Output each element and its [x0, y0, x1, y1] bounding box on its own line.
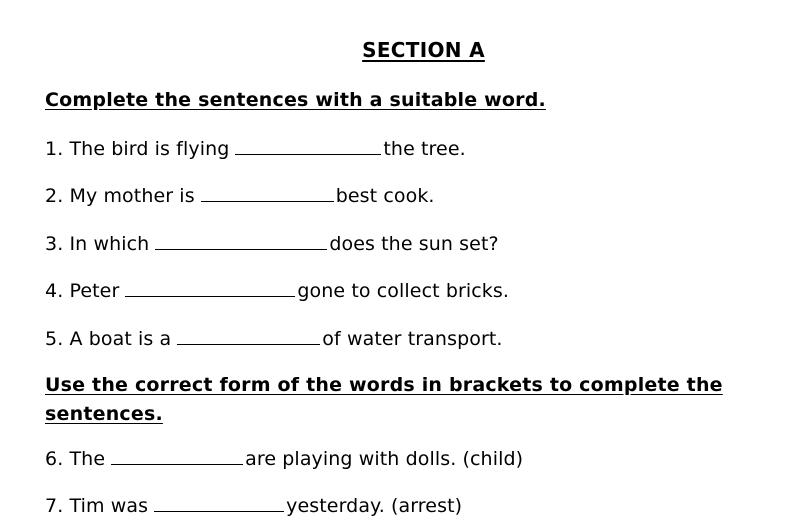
blank-line: [154, 493, 284, 512]
sentence-text-before: 3. In which: [45, 233, 150, 255]
sentence-text-after: are playing with dolls. (child): [245, 448, 524, 470]
blank-line: [125, 278, 295, 297]
sentence-text-before: 7. Tim was: [45, 495, 149, 517]
sentence-text-before: 2. My mother is: [45, 185, 195, 207]
section-title: SECTION A: [362, 38, 485, 62]
blank-line: [111, 446, 243, 465]
sentence-item-1: [45, 136, 466, 161]
sentence-item-6: [45, 446, 523, 471]
blank-line: [177, 326, 320, 345]
sentence-item-3: [45, 231, 499, 256]
sentence-text-before: 1. The bird is flying: [45, 138, 230, 160]
sentence-item-5: [45, 326, 503, 351]
sentence-text-after: of water transport.: [322, 328, 503, 350]
instruction-correct-form: Use the correct form of the words in brackets to complete the sentences.: [45, 374, 723, 425]
sentence-text-before: 6. The: [45, 448, 106, 470]
sentence-text-after: gone to collect bricks.: [297, 280, 510, 302]
sentence-text-after: best cook.: [335, 185, 435, 207]
sentence-text-before: 4. Peter: [45, 280, 120, 302]
sentence-item-2: [45, 183, 435, 208]
blank-line: [201, 183, 334, 202]
sentence-text-after: does the sun set?: [329, 233, 499, 255]
instruction-complete-sentences: Complete the sentences with a suitable word.: [45, 89, 546, 111]
sentence-text-before: 5. A boat is a: [45, 328, 172, 350]
blank-line: [235, 136, 381, 155]
sentence-item-4: [45, 278, 509, 303]
sentence-text-after: yesterday. (arrest): [286, 495, 463, 517]
sentence-text-after: the tree.: [383, 138, 466, 160]
blank-line: [155, 231, 327, 250]
sentence-item-7: [45, 493, 462, 518]
